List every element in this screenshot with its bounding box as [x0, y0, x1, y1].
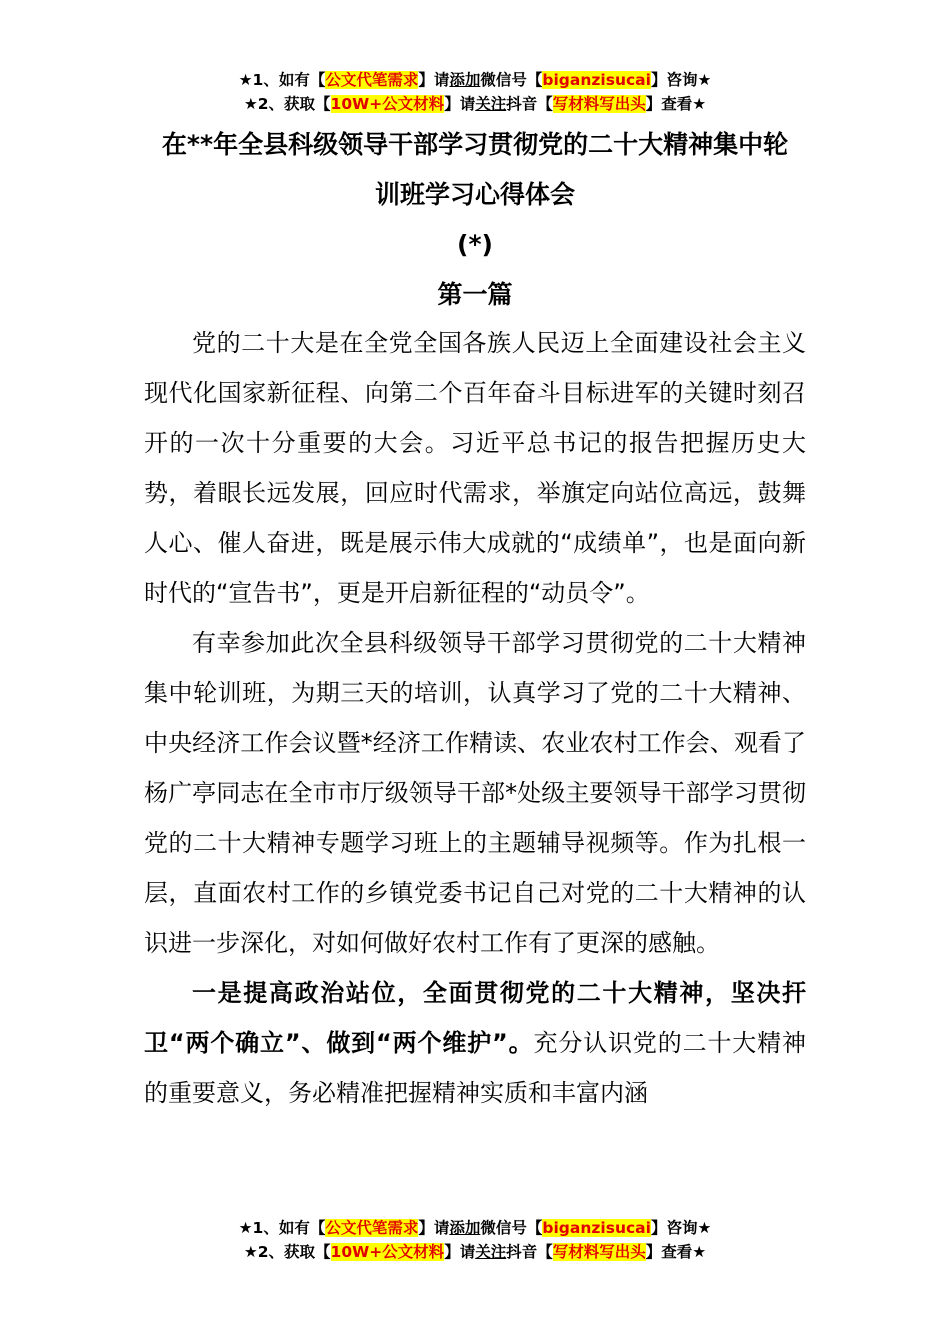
- title-line-2: 训班学习心得体会: [374, 180, 575, 209]
- promo-text: 抖音【: [506, 95, 553, 113]
- document-body: [144, 318, 806, 1118]
- promo-highlight: 公文代笔需求: [325, 1219, 419, 1237]
- promo-line-1: [0, 68, 950, 92]
- promo-underlined-text: 关注: [475, 1243, 507, 1261]
- promo-underlined-text: 添加: [449, 71, 481, 89]
- promo-text: 】咨询★: [650, 71, 712, 89]
- promo-text: 微信号【: [480, 71, 543, 89]
- douyin-account-highlight: 写材料写出头: [552, 1243, 646, 1261]
- promo-text: 抖音【: [506, 1243, 553, 1261]
- document-title: [120, 120, 830, 220]
- title-line-1: 在**年全县科级领导干部学习贯彻党的二十大精神集中轮: [161, 130, 789, 159]
- promo-line-2: [0, 92, 950, 116]
- promo-text: 微信号【: [480, 1219, 543, 1237]
- promo-text: 】咨询★: [650, 1219, 712, 1237]
- paragraph-text: 充分认识党的二十大精神的重要意义，务必精准把握精神实质和丰富内涵: [144, 1029, 806, 1107]
- promo-text: ★2、获取【: [243, 1243, 331, 1261]
- promo-highlight: 公文代笔需求: [325, 71, 419, 89]
- body-paragraph-2: 有幸参加此次全县科级领导干部学习贯彻党的二十大精神集中轮训班，为期三天的培训，认真学习了党的二十大精神、中央经济工作会议暨*经济工作精读、农业农村工作会、观看了杨广亭同志在全市市厅级领导干部*处级主要领导干部学习贯彻党的二十大精神专题学习班上的主题辅导视频等。作为扎根一层，直面农村工作的乡镇党委书记自己对党的二十大精神的认识进一步深化，对如何做好农村工作有了更深的感触。: [144, 629, 806, 957]
- promo-highlight: 10W+公文材料: [330, 1243, 445, 1261]
- promo-text: 】请: [444, 95, 476, 113]
- promo-underlined-text: 关注: [475, 95, 507, 113]
- wechat-id-highlight: biganzisucai: [542, 71, 651, 89]
- title-number: (*): [457, 230, 493, 259]
- promo-text: 】查看★: [645, 95, 707, 113]
- promo-line-1: [0, 1216, 950, 1240]
- wechat-id-highlight: biganzisucai: [542, 1219, 651, 1237]
- promo-text: 】请: [418, 71, 450, 89]
- body-paragraph-1: 党的二十大是在全党全国各族人民迈上全面建设社会主义现代化国家新征程、向第二个百年奋斗目标进军的关键时刻召开的一次十分重要的大会。习近平总书记的报告把握历史大势，着眼长远发展，回应时代需求，举旗定向站位高远，鼓舞人心、催人奋进，既是展示伟大成就的“成绩单”，也是面向新时代的“宣告书”，更是开启新征程的“动员令”。: [144, 329, 806, 607]
- promo-banner-bottom: [0, 1216, 950, 1264]
- promo-line-2: [0, 1240, 950, 1264]
- promo-text: ★1、如有【: [238, 1219, 326, 1237]
- promo-text: ★2、获取【: [243, 95, 331, 113]
- promo-banner-top: [0, 68, 950, 116]
- promo-underlined-text: 添加: [449, 1219, 481, 1237]
- promo-text: 】查看★: [645, 1243, 707, 1261]
- part-heading: 第一篇: [437, 280, 513, 309]
- promo-text: ★1、如有【: [238, 71, 326, 89]
- promo-text: 】请: [444, 1243, 476, 1261]
- body-paragraph-3: [144, 968, 806, 1118]
- promo-text: 】请: [418, 1219, 450, 1237]
- paragraph-bold-lead: 一是提高政治站位，全面贯彻党的二十大精神，坚决扞卫“两个确立”、做到“两个维护”。: [144, 979, 806, 1057]
- promo-highlight: 10W+公文材料: [330, 95, 445, 113]
- douyin-account-highlight: 写材料写出头: [552, 95, 646, 113]
